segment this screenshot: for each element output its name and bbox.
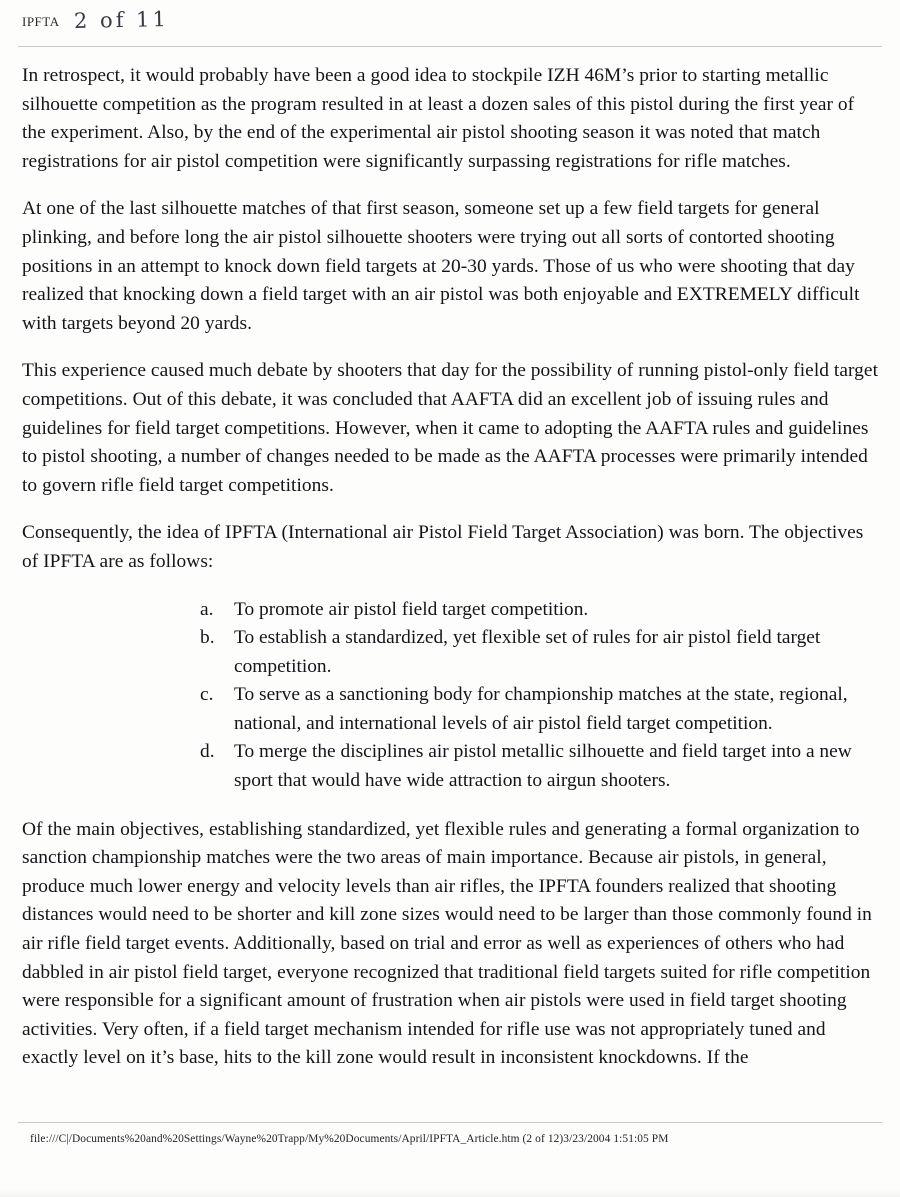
list-item bbox=[200, 624, 880, 681]
page-header bbox=[22, 8, 878, 42]
header-printed-label: IPFTA bbox=[22, 14, 60, 29]
objectives-list bbox=[22, 596, 880, 796]
footer-divider bbox=[18, 1122, 882, 1123]
list-item bbox=[200, 596, 880, 625]
list-item bbox=[200, 738, 880, 795]
list-item-text: To establish a standardized, yet flexible set of rules for air pistol field target competition. bbox=[234, 627, 821, 677]
page-bottom-edge bbox=[0, 1189, 900, 1197]
list-item-text: To merge the disciplines air pistol metallic silhouette and field target into a new sport that would have wide attraction to airgun shooters. bbox=[234, 741, 852, 792]
paragraph-1: In retrospect, it would probably have been a good idea to stockpile IZH 46M’s prior to starting metallic silhouette competition as the program resulted in at least a dozen sales of this pistol during the first year of the experiment. Also, by the end of the experimental air pistol shooting season it was noted that match registrations for air pistol competition were significantly surpassing registrations for rifle matches. bbox=[22, 65, 855, 172]
list-item-marker: d. bbox=[200, 741, 215, 763]
document-body bbox=[22, 62, 880, 1107]
list-item-text: To serve as a sanctioning body for championship matches at the state, regional, national, and international levels of air pistol field target competition. bbox=[234, 684, 848, 734]
list-item-marker: c. bbox=[200, 684, 214, 706]
list-item-text: To promote air pistol field target competition. bbox=[234, 598, 589, 620]
list-item bbox=[200, 681, 880, 738]
list-item-marker: b. bbox=[200, 627, 215, 649]
paragraph-3: This experience caused much debate by shooters that day for the possibility of running pistol-only field target competitions. Out of this debate, it was concluded that AAFTA did an excellent job of issuing rules and guidelines for field target competitions. However, when it came to adopting the AAFTA rules and guidelines to pistol shooting, a number of changes needed to be made as the AAFTA processes were primarily intended to govern rifle field target competitions. bbox=[22, 360, 879, 496]
header-handwritten-note: 2 of 11 bbox=[73, 7, 170, 33]
list-item-marker: a. bbox=[200, 598, 214, 620]
paragraph-2: At one of the last silhouette matches of that first season, someone set up a few field targets for general plinking, and before long the air pistol silhouette shooters were trying out all sorts of contorted shooting positions in an attempt to knock down field targets at 20-30 yards. Those of us who were shooting that day realized that knocking down a field target with an air pistol was both enjoyable and EXTREMELY difficult with targets beyond 20 yards. bbox=[22, 198, 860, 334]
page-footer: file:///C|/Documents%20and%20Settings/Wayne%20Trapp/My%20Documents/April/IPFTA_Article.htm (2 of 12)3/23/2004 1:51:05 PM bbox=[30, 1133, 669, 1145]
paragraph-4: Consequently, the idea of IPFTA (International air Pistol Field Target Association) was born. The objectives of IPFTA are as follows: bbox=[22, 522, 864, 572]
paragraph-closing: Of the main objectives, establishing standardized, yet flexible rules and generating a formal organization to sanction championship matches were the two areas of main importance. Because air pistols, in general, produce much lower energy and velocity levels than air rifles, the IPFTA founders realized that shooting distances would need to be shorter and kill zone sizes would need to be larger than those commonly found in air rifle field target events. Additionally, based on trial and error as well as experiences of others who had dabbled in air pistol field target, everyone recognized that traditional field targets suited for rifle competition were responsible for a significant amount of frustration when air pistols were used in field target shooting activities. Very often, if a field target mechanism intended for rifle use was not appropriately tuned and exactly level on it’s base, hits to the kill zone would result in inconsistent knockdowns. If the bbox=[22, 818, 872, 1069]
header-divider bbox=[18, 46, 882, 47]
